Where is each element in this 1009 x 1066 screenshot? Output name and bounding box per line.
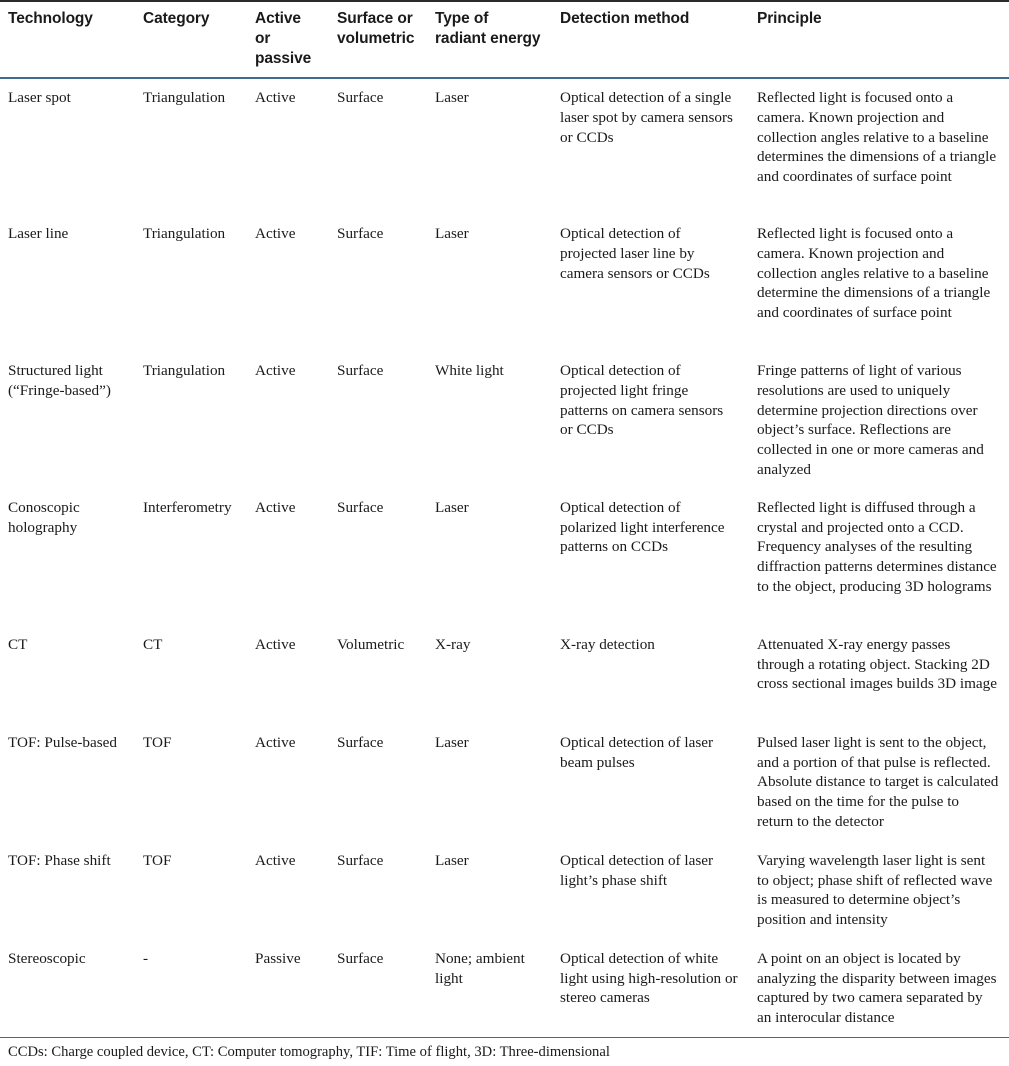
table-row bbox=[0, 489, 1009, 626]
cell-surface-or-volumetric: Surface bbox=[337, 362, 384, 379]
cell-surface-or-volumetric: Volumetric bbox=[337, 635, 405, 653]
cell-active-or-passive: Active bbox=[255, 89, 296, 106]
cell-surface-or-volumetric: Surface bbox=[337, 498, 384, 516]
cell-category: Triangulation bbox=[143, 362, 226, 379]
cell-principle: Reflected light is focused onto a camera. Known projection and collection angles relative to a baseline determines the dimensions of a triangle and coordinates of surface point bbox=[757, 89, 997, 186]
cell-principle: Reflected light is diffused through a crystal and projected onto a CCD. Frequency analyses of the resulting diffraction patterns determines distance to the object, producing 3D holograms bbox=[757, 498, 997, 595]
table-body bbox=[0, 78, 1009, 1037]
cell-radiant-energy: Laser bbox=[435, 498, 469, 516]
cell-category: TOF bbox=[143, 733, 172, 751]
cell-active-or-passive: Passive bbox=[255, 949, 301, 967]
table-footnote: CCDs: Charge coupled device, CT: Computer tomography, TIF: Time of flight, 3D: Three-dimensional bbox=[8, 1043, 610, 1060]
column-header-principle: Principle bbox=[757, 10, 822, 27]
cell-technology: Laser line bbox=[8, 225, 69, 242]
column-header-active-or-passive: Active or passive bbox=[255, 10, 312, 67]
cell-principle: Fringe patterns of light of various resolutions are used to uniquely determine projection directions over object’s surface. Reflections are collected in one or more cameras and analyzed bbox=[757, 362, 984, 478]
column-header-surface-or-volumetric: Surface or volumetric bbox=[337, 10, 415, 47]
cell-principle: Pulsed laser light is sent to the object, and a portion of that pulse is reflected. Absolute distance to target is calculated based on the time for the pulse to return to the detector bbox=[757, 733, 999, 830]
cell-detection-method: Optical detection of laser beam pulses bbox=[560, 733, 714, 771]
table-header bbox=[0, 1, 1009, 78]
table-header-row bbox=[0, 1, 1009, 78]
cell-category: Interferometry bbox=[143, 498, 232, 516]
cell-principle: Attenuated X-ray energy passes through a rotating object. Stacking 2D cross sectional images builds 3D image bbox=[757, 635, 997, 693]
cell-technology: Structured light (“Fringe-based”) bbox=[8, 362, 111, 399]
table-row bbox=[0, 940, 1009, 1037]
cell-surface-or-volumetric: Surface bbox=[337, 851, 384, 869]
table-row bbox=[0, 352, 1009, 489]
cell-detection-method: Optical detection of projected light fringe patterns on camera sensors or CCDs bbox=[560, 362, 724, 439]
cell-radiant-energy: X-ray bbox=[435, 635, 471, 653]
cell-radiant-energy: White light bbox=[435, 362, 504, 379]
cell-radiant-energy: None; ambient light bbox=[435, 949, 525, 987]
cell-detection-method: Optical detection of laser light’s phase shift bbox=[560, 851, 714, 889]
cell-detection-method: Optical detection of a single laser spot by camera sensors or CCDs bbox=[560, 89, 733, 146]
cell-detection-method: Optical detection of white light using high-resolution or stereo cameras bbox=[560, 949, 738, 1007]
cell-detection-method: Optical detection of polarized light interference patterns on CCDs bbox=[560, 498, 725, 556]
cell-surface-or-volumetric: Surface bbox=[337, 949, 384, 967]
cell-surface-or-volumetric: Surface bbox=[337, 225, 384, 242]
cell-active-or-passive: Active bbox=[255, 498, 296, 516]
cell-technology: Stereoscopic bbox=[8, 949, 86, 967]
cell-principle: A point on an object is located by analyzing the disparity between images captured by two camera separated by an interocular distance bbox=[757, 949, 997, 1027]
table-row bbox=[0, 215, 1009, 352]
cell-detection-method: X-ray detection bbox=[560, 635, 655, 653]
table-row bbox=[0, 724, 1009, 842]
cell-active-or-passive: Active bbox=[255, 225, 296, 242]
cell-radiant-energy: Laser bbox=[435, 851, 469, 869]
table-row bbox=[0, 626, 1009, 724]
cell-category: - bbox=[143, 949, 149, 967]
cell-surface-or-volumetric: Surface bbox=[337, 733, 384, 751]
cell-technology: Laser spot bbox=[8, 89, 71, 106]
cell-technology: TOF: Phase shift bbox=[8, 851, 111, 869]
column-header-technology: Technology bbox=[8, 10, 93, 27]
table-row bbox=[0, 842, 1009, 940]
cell-category: Triangulation bbox=[143, 89, 226, 106]
column-header-detection-method: Detection method bbox=[560, 10, 690, 27]
cell-radiant-energy: Laser bbox=[435, 733, 469, 751]
cell-technology: CT bbox=[8, 635, 28, 653]
cell-radiant-energy: Laser bbox=[435, 89, 469, 106]
cell-principle: Reflected light is focused onto a camera. Known projection and collection angles relative to a baseline determine the dimensions of a triangle and coordinates of surface point bbox=[757, 225, 991, 322]
cell-category: Triangulation bbox=[143, 225, 226, 242]
cell-radiant-energy: Laser bbox=[435, 225, 469, 242]
cell-surface-or-volumetric: Surface bbox=[337, 89, 384, 106]
table-row bbox=[0, 78, 1009, 215]
column-header-type-of-radiant-energy: Type of radiant energy bbox=[435, 10, 541, 47]
column-header-category: Category bbox=[143, 10, 210, 27]
cell-active-or-passive: Active bbox=[255, 851, 296, 869]
cell-technology: Conoscopic holography bbox=[8, 498, 80, 536]
cell-active-or-passive: Active bbox=[255, 635, 296, 653]
cell-category: CT bbox=[143, 635, 163, 653]
cell-active-or-passive: Active bbox=[255, 362, 296, 379]
cell-technology: TOF: Pulse-based bbox=[8, 733, 117, 751]
cell-active-or-passive: Active bbox=[255, 733, 296, 751]
cell-category: TOF bbox=[143, 851, 172, 869]
cell-detection-method: Optical detection of projected laser line by camera sensors or CCDs bbox=[560, 225, 710, 282]
cell-principle: Varying wavelength laser light is sent to object; phase shift of reflected wave is measured to determine object’s position and intensity bbox=[757, 851, 993, 929]
